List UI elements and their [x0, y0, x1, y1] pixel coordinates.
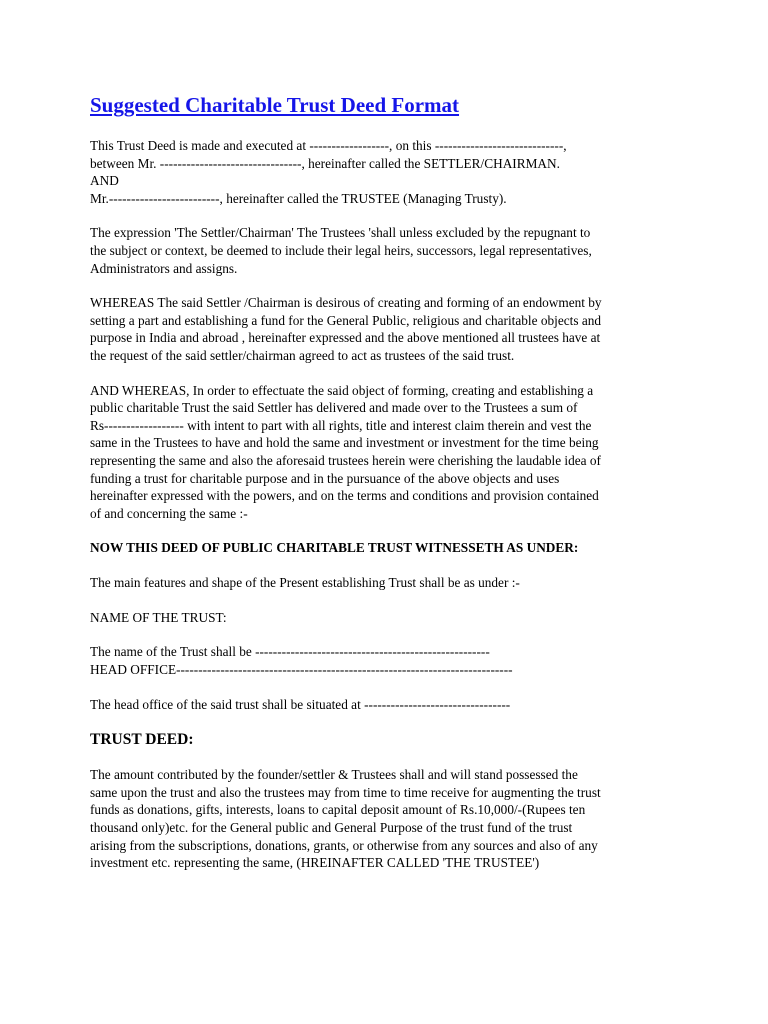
text-line: thousand only)etc. for the General public and General Purpose of the trust fund of the trust	[90, 820, 573, 836]
paragraph-amount-contributed	[90, 766, 680, 872]
text-line: HEAD OFFICE----------------------------------------------------------------------------	[90, 662, 513, 678]
paragraph-name-of-trust	[90, 609, 680, 627]
text-line: NAME OF THE TRUST:	[90, 609, 227, 625]
paragraph-main-features	[90, 574, 680, 592]
text-line: investment etc. representing the same, (HREINAFTER CALLED 'THE TRUSTEE')	[90, 855, 540, 871]
text-line: same upon the trust and also the trustees may from time to time receive for augmenting the trust	[90, 784, 601, 800]
text-line: WHEREAS The said Settler /Chairman is desirous of creating and forming of an endowment by	[90, 295, 602, 311]
text-line: representing the same and also the aforesaid trustees herein were cherishing the laudable idea of	[90, 452, 601, 468]
paragraph-whereas	[90, 294, 680, 364]
text-line: Rs------------------ with intent to part with all rights, title and interest claim therein and vest the	[90, 417, 592, 433]
paragraph-expression	[90, 224, 680, 277]
text-line: the request of the said settler/chairman agreed to act as trustees of the said trust.	[90, 347, 515, 363]
text-line: funding a trust for charitable purpose and in the pursuance of the above objects and uses	[90, 470, 560, 486]
text-line: funds as donations, gifts, interests, loans to capital deposit amount of Rs.10,000/-(Rupees ten	[90, 802, 586, 818]
text-line: AND WHEREAS, In order to effectuate the said object of forming, creating and establishing a	[90, 382, 594, 398]
text-line: AND	[90, 173, 119, 189]
text-line: The name of the Trust shall be -----------------------------------------------------	[90, 644, 490, 660]
text-line: hereinafter expressed with the powers, and on the terms and conditions and provision contained	[90, 488, 599, 504]
paragraph-trust-name-head-office	[90, 643, 680, 678]
text-line: Administrators and assigns.	[90, 260, 238, 276]
text-line: The expression 'The Settler/Chairman' The Trustees 'shall unless excluded by the repugnant to	[90, 225, 591, 241]
text-line: of and concerning the same :-	[90, 505, 248, 521]
text-line: same in the Trustees to have and hold the same and investment or investment for the time being	[90, 435, 599, 451]
text-line: public charitable Trust the said Settler has delivered and made over to the Trustees a sum of	[90, 400, 578, 416]
text-line: arising from the subscriptions, donations, grants, or otherwise from any sources and also of any	[90, 837, 598, 853]
text-line: The main features and shape of the Present establishing Trust shall be as under :-	[90, 575, 520, 591]
paragraph-head-office-location	[90, 696, 680, 714]
document-title-link[interactable]: Suggested Charitable Trust Deed Format	[90, 93, 460, 117]
text-line: The amount contributed by the founder/settler & Trustees shall and will stand possessed the	[90, 767, 578, 783]
paragraph-and-whereas	[90, 382, 680, 523]
text-line: The head office of the said trust shall be situated at ---------------------------------	[90, 696, 511, 712]
document-page	[90, 90, 680, 889]
heading-trust-deed: TRUST DEED:	[90, 731, 194, 749]
text-line: setting a part and establishing a fund for the General Public, religious and charitable objects and	[90, 312, 602, 328]
paragraph-parties	[90, 137, 680, 207]
text-line: between Mr. --------------------------------, hereinafter called the SETTLER/CHAIRMAN.	[90, 155, 560, 171]
text-line: purpose in India and abroad , hereinafter expressed and the above mentioned all trustees have at	[90, 330, 601, 346]
text-line: the subject or context, be deemed to include their legal heirs, successors, legal representatives,	[90, 242, 592, 258]
text-line: Mr.-------------------------, hereinafter called the TRUSTEE (Managing Trusty).	[90, 190, 507, 206]
text-line: This Trust Deed is made and executed at ------------------, on this -----------------------------,	[90, 138, 567, 153]
heading-witnesseth: NOW THIS DEED OF PUBLIC CHARITABLE TRUST WITNESSETH AS UNDER:	[90, 540, 579, 556]
